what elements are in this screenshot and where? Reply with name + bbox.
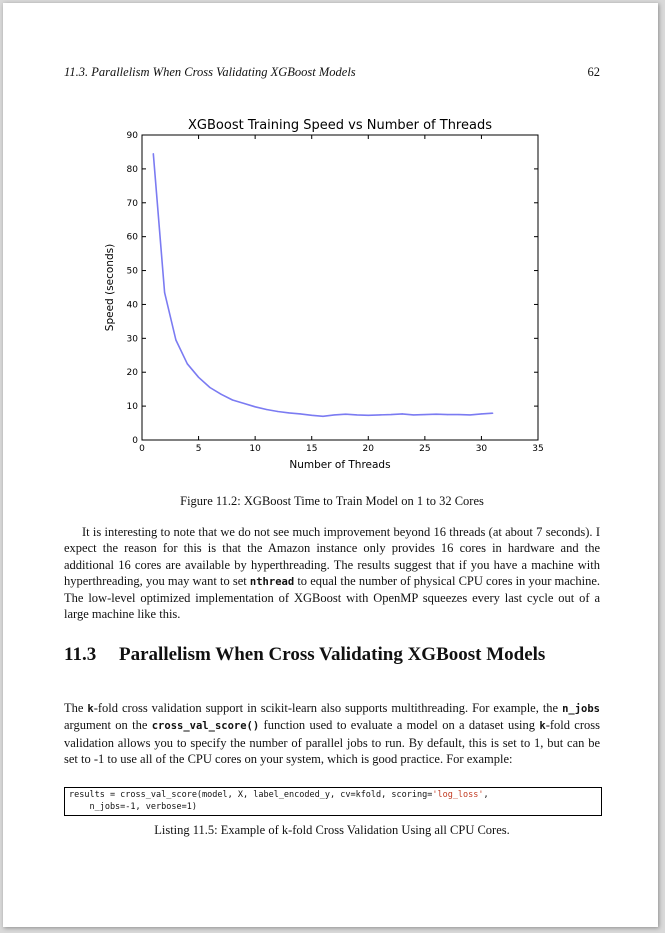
data-point (322, 416, 323, 417)
data-point (175, 339, 176, 340)
y-tick-label: 20 (126, 368, 138, 379)
inline-code-k: k (87, 703, 94, 715)
data-point (209, 387, 210, 388)
page (3, 3, 658, 927)
y-tick-label: 60 (126, 232, 138, 243)
paragraph-text: -fold cross validation support in scikit-learn also supports multithreading. For example, the (93, 701, 563, 715)
x-tick-label: 30 (475, 444, 488, 454)
data-point (311, 415, 312, 416)
data-point (390, 414, 391, 415)
y-tick-label: 40 (126, 300, 138, 311)
paragraph-text: function used to evaluate a model on a dataset using (259, 718, 540, 733)
data-point (492, 413, 493, 414)
code-line-1 (69, 790, 489, 800)
data-point (243, 403, 244, 404)
data-point (436, 414, 437, 415)
code-text: results = cross_val_score(model, X, label_encoded_y, cv=kfold, scoring= (69, 790, 433, 800)
data-point (481, 413, 482, 414)
x-tick-label: 15 (305, 444, 318, 454)
data-point (470, 414, 471, 415)
chart (98, 115, 558, 477)
data-point (221, 394, 222, 395)
paragraph-text: argument on the (64, 718, 152, 733)
paragraph-text: It is interesting to note that we do not see much improvement beyond 16 threads (at about 7 seconds). I expect the reason for this is that the Amazon instance only provides 16 cores in hardware and the additional 16 cores are available by hyperthreading. The results suggest that if you have a machine with hyperthreading, you may want to set (64, 525, 600, 588)
code-text: , (483, 790, 489, 800)
data-point (300, 413, 301, 414)
chart-title: XGBoost Training Speed vs Number of Threads (188, 118, 492, 133)
code-listing (64, 787, 602, 816)
data-point (266, 409, 267, 410)
plot-frame (142, 135, 538, 440)
x-tick-label: 20 (362, 444, 375, 454)
inline-code-k: k (539, 720, 546, 733)
data-point (447, 414, 448, 415)
y-tick-label: 50 (126, 266, 138, 277)
x-tick-label: 0 (139, 444, 145, 454)
y-tick-label: 10 (126, 402, 138, 413)
data-point (424, 414, 425, 415)
data-point (379, 414, 380, 415)
data-point (277, 411, 278, 412)
y-tick-label: 80 (126, 164, 138, 175)
data-point (458, 414, 459, 415)
x-tick-label: 5 (195, 444, 202, 454)
y-tick-label: 0 (132, 436, 138, 446)
data-point (232, 399, 233, 400)
running-head (64, 65, 600, 80)
paragraph-cross-validation (64, 700, 600, 767)
paragraph-text: -fold cross validation allows you to specify the number of parallel jobs to run. By default, this is set to 1, but can be set to -1 to use all of the CPU cores on your system, which is good practice. For example: (64, 718, 601, 766)
data-point (413, 414, 414, 415)
paragraph-text: to equal the number of physical CPU cores in your machine. The low-level optimized implementation of XGBoost with OpenMP squeezes every last cycle out of a large machine like this. (64, 573, 600, 622)
data-point (368, 415, 369, 416)
figure-caption: Figure 11.2: XGBoost Time to Train Model on 1 to 32 Cores (180, 494, 484, 508)
x-tick-label: 25 (419, 444, 431, 454)
listing-caption: Listing 11.5: Example of k-fold Cross Validation Using all CPU Cores. (154, 823, 510, 837)
chart-svg (98, 115, 558, 477)
code-string: 'log_loss' (432, 790, 484, 800)
data-point (198, 377, 199, 378)
data-point (345, 414, 346, 415)
section-heading (64, 643, 600, 667)
data-point (288, 412, 289, 413)
x-axis-label: Number of Threads (289, 459, 391, 471)
section-title: Parallelism When Cross Validating XGBoost Models (119, 644, 546, 665)
y-tick-label: 70 (126, 198, 138, 209)
y-axis-label: Speed (seconds) (104, 243, 116, 332)
paragraph-text: The (64, 701, 88, 715)
data-point (153, 153, 154, 154)
paragraph-threads (64, 524, 600, 623)
section-number: 11.3 (64, 644, 97, 665)
data-point (334, 414, 335, 415)
data-point (402, 413, 403, 414)
code-line-2: n_jobs=-1, verbose=1) (69, 801, 197, 812)
data-point (187, 363, 188, 364)
x-tick-label: 35 (532, 444, 544, 454)
inline-code-n-jobs: n_jobs (562, 703, 600, 715)
inline-code-cross-val-score: cross_val_score() (151, 720, 260, 733)
data-point (164, 292, 165, 293)
page-number: 62 (587, 65, 600, 79)
inline-code-nthread: nthread (249, 575, 295, 588)
data-point (255, 406, 256, 407)
y-tick-label: 30 (126, 334, 138, 345)
x-tick-label: 10 (249, 444, 261, 454)
data-point (356, 414, 357, 415)
y-tick-label: 90 (126, 131, 138, 141)
running-head-section: 11.3. Parallelism When Cross Validating XGBoost Models (64, 65, 356, 79)
series-line-speed (153, 154, 492, 417)
